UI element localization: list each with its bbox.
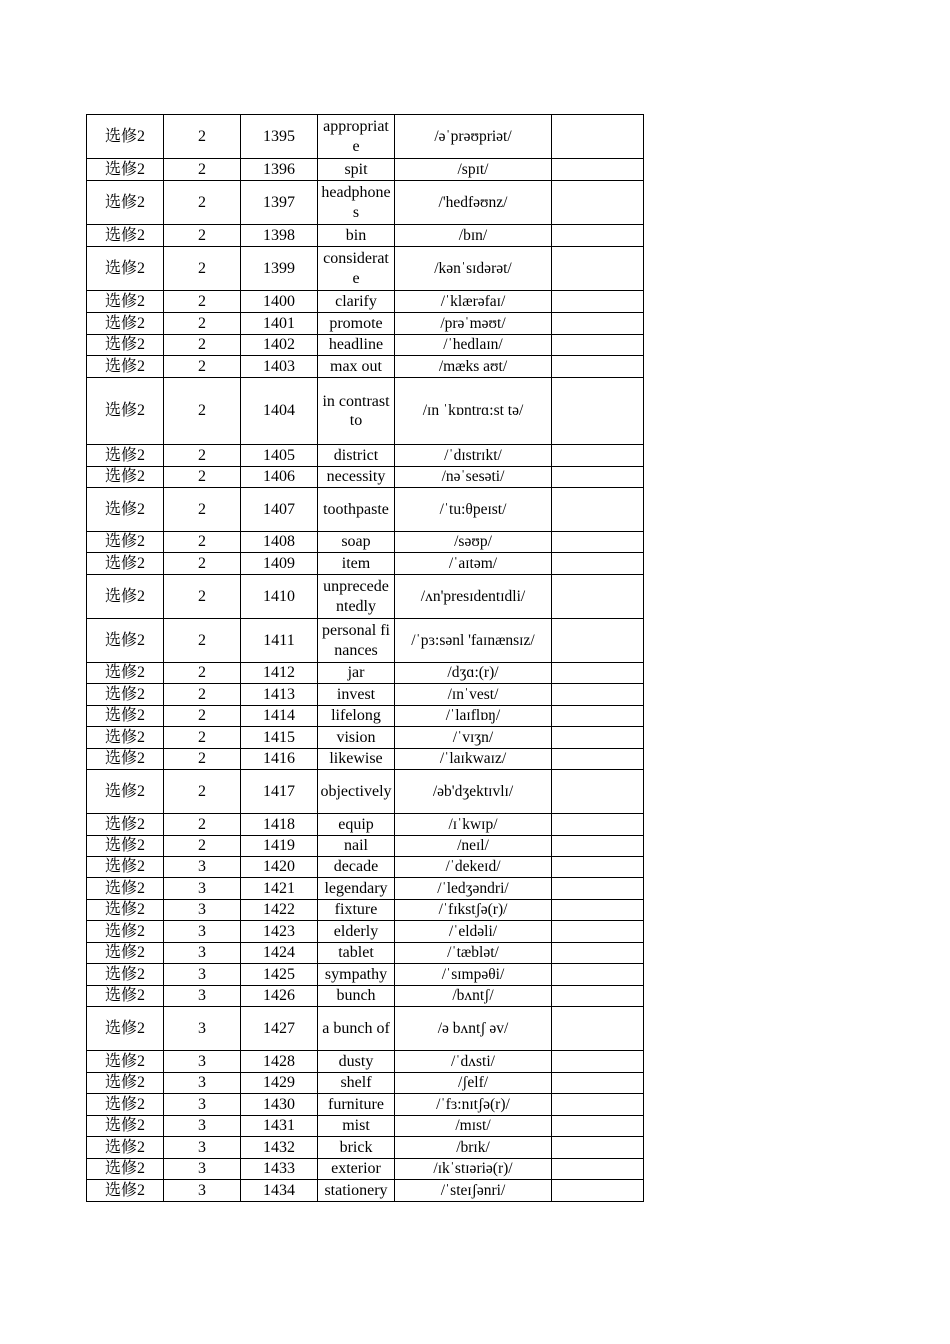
table-row [87,445,644,467]
word-cell: decade [318,857,395,878]
vocabulary-table-body [87,115,644,1202]
book-cell: 选修2 [87,488,164,532]
note-cell [552,770,644,814]
table-row [87,356,644,378]
phonetic-cell: /ˈfɜ:nɪtʃə(r)/ [395,1094,552,1116]
table-row [87,964,644,986]
phonetic-cell: /mɪst/ [395,1116,552,1137]
word-number-cell: 1412 [241,663,318,684]
book-cell: 选修2 [87,1051,164,1073]
word-cell: promote [318,313,395,335]
unit-cell: 3 [164,964,241,986]
phonetic-cell: /ˈlaɪflɒŋ/ [395,706,552,727]
word-number-cell: 1403 [241,356,318,378]
table-row [87,553,644,575]
unit-cell: 2 [164,467,241,488]
table-row [87,1116,644,1137]
phonetic-cell: /ʃelf/ [395,1073,552,1094]
book-cell: 选修2 [87,770,164,814]
book-cell: 选修2 [87,225,164,247]
phonetic-cell: /ɪkˈstɪəriə(r)/ [395,1159,552,1180]
word-number-cell: 1404 [241,378,318,445]
phonetic-cell: /ˈtæblət/ [395,943,552,964]
table-row [87,335,644,356]
note-cell [552,857,644,878]
phonetic-cell: /brɪk/ [395,1137,552,1159]
note-cell [552,964,644,986]
book-cell: 选修2 [87,900,164,921]
phonetic-cell: /'hedfəʊnz/ [395,181,552,225]
word-number-cell: 1405 [241,445,318,467]
table-row [87,943,644,964]
word-cell: considerate [318,247,395,291]
unit-cell: 2 [164,575,241,619]
book-cell: 选修2 [87,335,164,356]
unit-cell: 2 [164,291,241,313]
note-cell [552,313,644,335]
table-row [87,814,644,836]
book-cell: 选修2 [87,181,164,225]
phonetic-cell: /ˈvɪʒn/ [395,727,552,749]
book-cell: 选修2 [87,247,164,291]
note-cell [552,467,644,488]
word-number-cell: 1424 [241,943,318,964]
note-cell [552,488,644,532]
word-cell: brick [318,1137,395,1159]
note-cell [552,943,644,964]
note-cell [552,900,644,921]
word-cell: item [318,553,395,575]
note-cell [552,291,644,313]
phonetic-cell: /ˈaɪtəm/ [395,553,552,575]
word-cell: headline [318,335,395,356]
phonetic-cell: /ˈfɪkstʃə(r)/ [395,900,552,921]
word-cell: lifelong [318,706,395,727]
word-number-cell: 1425 [241,964,318,986]
table-row [87,619,644,663]
book-cell: 选修2 [87,727,164,749]
note-cell [552,575,644,619]
unit-cell: 3 [164,857,241,878]
book-cell: 选修2 [87,663,164,684]
vocabulary-table [86,114,644,1202]
word-number-cell: 1398 [241,225,318,247]
word-cell: stationery [318,1180,395,1202]
word-number-cell: 1432 [241,1137,318,1159]
word-number-cell: 1428 [241,1051,318,1073]
unit-cell: 2 [164,532,241,553]
book-cell: 选修2 [87,964,164,986]
word-cell: invest [318,684,395,706]
phonetic-cell: /bɪn/ [395,225,552,247]
word-cell: objectively [318,770,395,814]
note-cell [552,356,644,378]
word-number-cell: 1401 [241,313,318,335]
word-number-cell: 1397 [241,181,318,225]
word-number-cell: 1414 [241,706,318,727]
note-cell [552,814,644,836]
unit-cell: 2 [164,378,241,445]
book-cell: 选修2 [87,1137,164,1159]
book-cell: 选修2 [87,986,164,1007]
phonetic-cell: /ɪn ˈkɒntrɑ:st tə/ [395,378,552,445]
word-cell: vision [318,727,395,749]
word-number-cell: 1431 [241,1116,318,1137]
word-number-cell: 1396 [241,159,318,181]
word-number-cell: 1416 [241,749,318,770]
unit-cell: 2 [164,553,241,575]
phonetic-cell: /əb'dʒektɪvlɪ/ [395,770,552,814]
word-number-cell: 1400 [241,291,318,313]
phonetic-cell: /neɪl/ [395,836,552,857]
book-cell: 选修2 [87,445,164,467]
word-cell: district [318,445,395,467]
word-number-cell: 1411 [241,619,318,663]
phonetic-cell: /ˈdekeɪd/ [395,857,552,878]
word-number-cell: 1426 [241,986,318,1007]
note-cell [552,247,644,291]
book-cell: 选修2 [87,378,164,445]
phonetic-cell: /ə bʌntʃ əv/ [395,1007,552,1051]
word-cell: unprecedentedly [318,575,395,619]
table-row [87,663,644,684]
word-cell: jar [318,663,395,684]
word-cell: bunch [318,986,395,1007]
note-cell [552,1073,644,1094]
phonetic-cell: /ˈeldəli/ [395,921,552,943]
book-cell: 选修2 [87,921,164,943]
book-cell: 选修2 [87,159,164,181]
table-row [87,467,644,488]
word-number-cell: 1418 [241,814,318,836]
phonetic-cell: /ˈledʒəndri/ [395,878,552,900]
phonetic-cell: /ˈtu:θpeɪst/ [395,488,552,532]
unit-cell: 2 [164,749,241,770]
note-cell [552,1094,644,1116]
word-number-cell: 1417 [241,770,318,814]
word-cell: soap [318,532,395,553]
word-cell: toothpaste [318,488,395,532]
table-row [87,1073,644,1094]
book-cell: 选修2 [87,291,164,313]
book-cell: 选修2 [87,749,164,770]
word-cell: max out [318,356,395,378]
word-number-cell: 1415 [241,727,318,749]
table-row [87,986,644,1007]
phonetic-cell: /ˈdʌsti/ [395,1051,552,1073]
word-cell: appropriate [318,115,395,159]
unit-cell: 3 [164,1180,241,1202]
unit-cell: 2 [164,684,241,706]
book-cell: 选修2 [87,706,164,727]
book-cell: 选修2 [87,356,164,378]
phonetic-cell: /ˈlaɪkwaɪz/ [395,749,552,770]
note-cell [552,1159,644,1180]
word-number-cell: 1434 [241,1180,318,1202]
phonetic-cell: /prəˈməʊt/ [395,313,552,335]
note-cell [552,836,644,857]
table-row [87,857,644,878]
phonetic-cell: /ˈklærəfaɪ/ [395,291,552,313]
table-row [87,1094,644,1116]
unit-cell: 2 [164,727,241,749]
word-cell: legendary [318,878,395,900]
word-number-cell: 1423 [241,921,318,943]
table-row [87,1180,644,1202]
book-cell: 选修2 [87,878,164,900]
table-row [87,921,644,943]
table-row [87,575,644,619]
word-cell: headphones [318,181,395,225]
word-number-cell: 1420 [241,857,318,878]
word-number-cell: 1399 [241,247,318,291]
note-cell [552,1007,644,1051]
note-cell [552,1180,644,1202]
note-cell [552,553,644,575]
book-cell: 选修2 [87,553,164,575]
unit-cell: 3 [164,900,241,921]
word-number-cell: 1433 [241,1159,318,1180]
unit-cell: 3 [164,1137,241,1159]
phonetic-cell: /səʊp/ [395,532,552,553]
word-number-cell: 1429 [241,1073,318,1094]
word-cell: spit [318,159,395,181]
note-cell [552,749,644,770]
unit-cell: 2 [164,225,241,247]
book-cell: 选修2 [87,1073,164,1094]
unit-cell: 3 [164,986,241,1007]
book-cell: 选修2 [87,1116,164,1137]
word-number-cell: 1430 [241,1094,318,1116]
word-number-cell: 1419 [241,836,318,857]
book-cell: 选修2 [87,619,164,663]
note-cell [552,619,644,663]
unit-cell: 2 [164,356,241,378]
word-cell: sympathy [318,964,395,986]
table-row [87,770,644,814]
word-number-cell: 1421 [241,878,318,900]
note-cell [552,335,644,356]
book-cell: 选修2 [87,532,164,553]
word-number-cell: 1409 [241,553,318,575]
table-row [87,749,644,770]
note-cell [552,115,644,159]
unit-cell: 2 [164,313,241,335]
table-row [87,181,644,225]
table-row [87,684,644,706]
unit-cell: 2 [164,159,241,181]
table-row [87,836,644,857]
note-cell [552,663,644,684]
unit-cell: 3 [164,1094,241,1116]
phonetic-cell: /mæks aʊt/ [395,356,552,378]
book-cell: 选修2 [87,575,164,619]
unit-cell: 2 [164,247,241,291]
table-row [87,706,644,727]
note-cell [552,706,644,727]
phonetic-cell: /bʌntʃ/ [395,986,552,1007]
book-cell: 选修2 [87,857,164,878]
unit-cell: 2 [164,706,241,727]
note-cell [552,159,644,181]
unit-cell: 3 [164,1073,241,1094]
word-cell: elderly [318,921,395,943]
word-cell: furniture [318,1094,395,1116]
note-cell [552,1137,644,1159]
note-cell [552,445,644,467]
table-row [87,247,644,291]
word-number-cell: 1427 [241,1007,318,1051]
unit-cell: 3 [164,1159,241,1180]
phonetic-cell: /ˈpɜ:sənl 'faɪnænsɪz/ [395,619,552,663]
book-cell: 选修2 [87,836,164,857]
table-row [87,727,644,749]
phonetic-cell: /ɪnˈvest/ [395,684,552,706]
unit-cell: 3 [164,878,241,900]
table-row [87,378,644,445]
word-cell: a bunch of [318,1007,395,1051]
table-row [87,488,644,532]
unit-cell: 2 [164,335,241,356]
table-row [87,878,644,900]
phonetic-cell: /ˈhedlaɪn/ [395,335,552,356]
word-number-cell: 1422 [241,900,318,921]
word-cell: mist [318,1116,395,1137]
word-cell: dusty [318,1051,395,1073]
word-cell: likewise [318,749,395,770]
note-cell [552,378,644,445]
unit-cell: 2 [164,836,241,857]
note-cell [552,225,644,247]
table-row [87,313,644,335]
table-row [87,900,644,921]
word-number-cell: 1407 [241,488,318,532]
word-number-cell: 1408 [241,532,318,553]
phonetic-cell: /spɪt/ [395,159,552,181]
phonetic-cell: /ˈdɪstrɪkt/ [395,445,552,467]
note-cell [552,1051,644,1073]
unit-cell: 2 [164,619,241,663]
unit-cell: 2 [164,115,241,159]
table-row [87,1137,644,1159]
word-cell: bin [318,225,395,247]
table-row [87,532,644,553]
unit-cell: 2 [164,770,241,814]
note-cell [552,684,644,706]
word-number-cell: 1402 [241,335,318,356]
word-cell: in contrast to [318,378,395,445]
word-number-cell: 1395 [241,115,318,159]
word-cell: tablet [318,943,395,964]
unit-cell: 2 [164,663,241,684]
unit-cell: 2 [164,488,241,532]
word-cell: nail [318,836,395,857]
table-row [87,1051,644,1073]
word-cell: exterior [318,1159,395,1180]
book-cell: 选修2 [87,1094,164,1116]
phonetic-cell: /əˈprəʊpriət/ [395,115,552,159]
table-row [87,225,644,247]
word-cell: fixture [318,900,395,921]
note-cell [552,532,644,553]
note-cell [552,727,644,749]
word-cell: personal finances [318,619,395,663]
phonetic-cell: /ɪˈkwɪp/ [395,814,552,836]
phonetic-cell: /kənˈsɪdərət/ [395,247,552,291]
book-cell: 选修2 [87,467,164,488]
phonetic-cell: /dʒɑ:(r)/ [395,663,552,684]
table-row [87,291,644,313]
unit-cell: 2 [164,445,241,467]
word-cell: necessity [318,467,395,488]
book-cell: 选修2 [87,814,164,836]
book-cell: 选修2 [87,1159,164,1180]
phonetic-cell: /ˈsteɪʃənri/ [395,1180,552,1202]
table-row [87,1159,644,1180]
unit-cell: 3 [164,1051,241,1073]
word-number-cell: 1406 [241,467,318,488]
phonetic-cell: /ˈsɪmpəθi/ [395,964,552,986]
word-cell: shelf [318,1073,395,1094]
unit-cell: 3 [164,1116,241,1137]
word-number-cell: 1413 [241,684,318,706]
book-cell: 选修2 [87,684,164,706]
book-cell: 选修2 [87,943,164,964]
table-row [87,159,644,181]
book-cell: 选修2 [87,1180,164,1202]
phonetic-cell: /nəˈsesəti/ [395,467,552,488]
word-cell: equip [318,814,395,836]
note-cell [552,181,644,225]
note-cell [552,878,644,900]
unit-cell: 3 [164,921,241,943]
unit-cell: 2 [164,181,241,225]
note-cell [552,1116,644,1137]
unit-cell: 2 [164,814,241,836]
table-row [87,115,644,159]
word-cell: clarify [318,291,395,313]
note-cell [552,921,644,943]
word-number-cell: 1410 [241,575,318,619]
unit-cell: 3 [164,1007,241,1051]
unit-cell: 3 [164,943,241,964]
phonetic-cell: /ʌn'presɪdentɪdli/ [395,575,552,619]
book-cell: 选修2 [87,313,164,335]
book-cell: 选修2 [87,1007,164,1051]
table-row [87,1007,644,1051]
book-cell: 选修2 [87,115,164,159]
note-cell [552,986,644,1007]
